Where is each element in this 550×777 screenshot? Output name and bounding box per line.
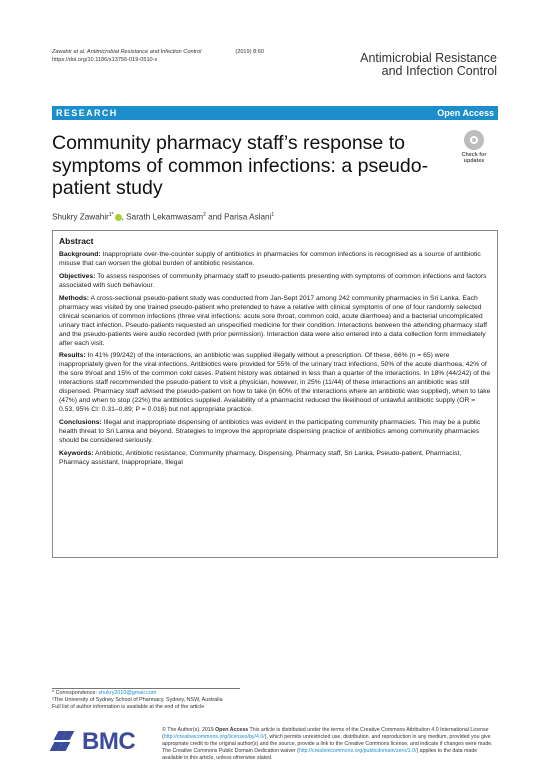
journal-line-2: and Infection Control [381, 64, 497, 78]
abstract-keywords: Keywords: Antibiotic, Antibiotic resistance, Community pharmacy, Dispensing, Pharmacy staff, Sri Lanka, Pseudo-patient, Pharmacist, Pharmacy assistant, Inappropriate, Illegal [59, 450, 462, 466]
abstract-conclusions: Conclusions: Illegal and inappropriate dispensing of antibiotics was evident in the participating community pharmacies. This may be a public health threat to Sri Lanka and beyond. Strategies to improve the appropriate dispensing practice of antibiotics among community pharmacies should be considered seriously. [59, 419, 481, 445]
author-3: and Parisa Aslani [205, 212, 272, 222]
check-for-updates-badge[interactable] [456, 130, 492, 170]
abstract-objectives: Objectives: To assess responses of community pharmacy staff to pseudo-patients presenting with symptoms of common infections and factors associated with such behaviour. [59, 272, 487, 289]
footnotes [52, 690, 223, 712]
author-list [52, 212, 274, 222]
running-header [52, 48, 264, 64]
abstract-heading: Abstract [59, 236, 94, 246]
author-1-affil: 1* [108, 212, 114, 218]
author-2: , Sarath Lekamwasam [121, 212, 204, 222]
author-info-note: Full list of author information is available at the end of the article [52, 704, 205, 711]
author-2-affil: 2 [203, 212, 206, 218]
journal-name [360, 52, 497, 78]
footnote-divider [52, 688, 240, 689]
section-label: RESEARCH [56, 108, 118, 118]
bmc-logo-icon [52, 731, 78, 753]
publisher-logo [52, 728, 135, 756]
author-1: Shukry Zawahir [52, 212, 109, 222]
correspondence: * Correspondence: shukry2010@gmail.com [52, 690, 157, 696]
update-badge-line1: Check for [461, 152, 487, 158]
section-banner [52, 106, 498, 120]
license-text: © The Author(s). 2019 Open Access This article is distributed under the terms of the Creative Commons Attribution 4.0 International License (http://creativecommons.org/licenses/by/4.0/), which permits unrestricted use, distribution, and reproduction in any medium, provided you give appropriate credit to the original author(s) and the source, provide a link to the Creative Commons license, and indicate if changes were made. The Creative Commons Public Domain Dedication waiver (http://creativecommons.org/publicdomain/zero/1.0/) applies to the data made available in this article, unless otherwise stated. [162, 727, 493, 761]
update-badge-line2: updates [463, 158, 485, 164]
orcid-icon[interactable] [115, 214, 122, 221]
abstract-box [52, 230, 498, 558]
update-icon [464, 130, 484, 150]
license-link[interactable]: http://creativecommons.org/licenses/by/4.0/ [163, 734, 265, 740]
abstract-results: Results: In 41% (99/242) of the interactions, an antibiotic was supplied illegally without a prescription. Of these, 66% (n = 65) were inappropriately given for the viral infections. Antibiotics were provided for 55% of the urinary tract infections, 50% of the acute diarrhoea, 42% of the sore throat and 15% of the common cold cases. Patient history was obtained in less than a quarter of the interactions. In 18% (44/242) of the interactions staff recommended the pseudo-patient to visit a physician, however, in 25% (11/44) of these interactions an antibiotic was still dispensed. Pharmacy staff advised the pseudo-patient on how to take (in 60% of the interactions where an antibiotic was supplied), when to take (47%) and when to stop (22%) the antibiotics supplied. Availability of a pharmacist reduced the likelihood of unlawful antibiotic supply (OR = 0.53, 95% CI: 0.31–0.89; P = 0.016) but not appropriate practice. [59, 352, 491, 414]
author-3-affil: 1 [271, 212, 275, 218]
journal-line-1: Antimicrobial Resistance [360, 51, 497, 65]
doi-link[interactable]: https://doi.org/10.1186/s13756-019-0510-x [52, 57, 158, 63]
publisher-name: BMC [82, 728, 136, 755]
affiliation: ¹The University of Sydney School of Pharmacy, Sydney, NSW, Australia [52, 697, 223, 704]
abstract-background: Background: Inappropriate over-the-counter supply of antibiotics in pharmacies for common infections is recognised as a source of antibiotic misuse that can worsen the global burden of antibiotic resistance. [59, 250, 481, 267]
waiver-link[interactable]: http://creativecommons.org/publicdomain/zero/1.0/ [298, 748, 417, 754]
citation: Zawahir et al. Antimicrobial Resistance and Infection Control [52, 49, 202, 55]
article-title: Community pharmacy staff’s response to symptoms of common infections: a pseudo-patient study [52, 132, 429, 199]
correspondence-email[interactable]: shukry2010@gmail.com [98, 690, 157, 696]
abstract-methods: Methods: A cross-sectional pseudo-patient study was conducted from Jan-Sept 2017 among 242 community pharmacies in Sri Lanka. Each pharmacy was visited by one trained pseudo-patient who pretended to have a relative with clinical symptoms of one of four randomly selected clinical scenarios of common infections (three viral infections: acute sore throat, common cold, acute diarrhoea) and a bacterial uncomplicated urinary tract infection. Pseudo-patients requested an unspecified medicine for their condition. Interactions between the attending pharmacy staff and the pseudo-patients were audio recorded (with prior permission). Interaction data were also entered into a data collection form immediately after each visit. [59, 294, 488, 347]
year-info: (2019) 8:60 [235, 49, 264, 55]
open-access-label: Open Access [437, 108, 494, 118]
